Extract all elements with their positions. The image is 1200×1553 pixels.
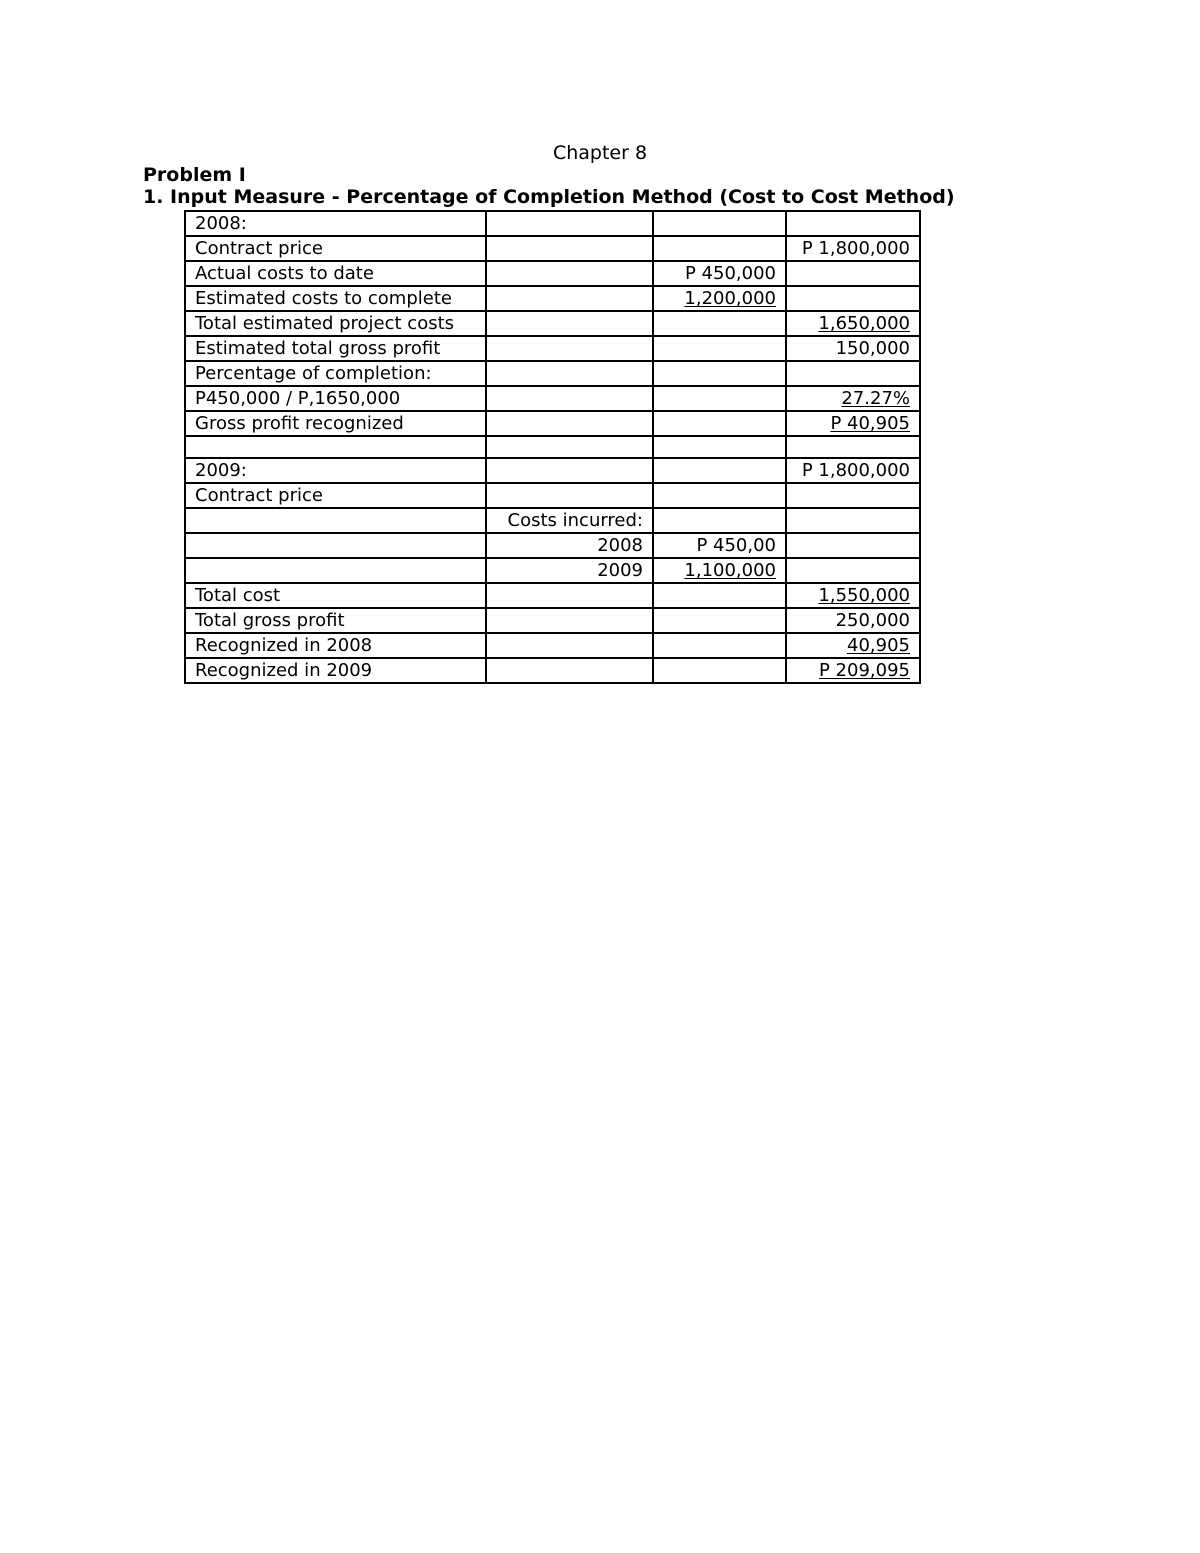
table-row <box>185 261 920 286</box>
table-cell <box>653 483 786 508</box>
table-row <box>185 458 920 483</box>
table-row <box>185 508 920 533</box>
row-label: Contract price <box>185 483 486 508</box>
table-row <box>185 286 920 311</box>
table-cell <box>653 211 786 236</box>
amount-cell: P 450,00 <box>653 533 786 558</box>
amount-cell <box>653 558 786 583</box>
amount-cell <box>786 386 920 411</box>
table-row <box>185 336 920 361</box>
table-cell <box>486 211 653 236</box>
table-cell <box>653 458 786 483</box>
underlined-amount: 1,100,000 <box>684 560 776 581</box>
table-row <box>185 633 920 658</box>
table-cell <box>786 483 920 508</box>
amount-cell <box>786 583 920 608</box>
table-cell <box>486 386 653 411</box>
row-label: P450,000 / P,1650,000 <box>185 386 486 411</box>
table-cell <box>653 411 786 436</box>
row-label: Percentage of completion: <box>185 361 486 386</box>
table-cell <box>653 361 786 386</box>
underlined-amount: 27.27% <box>841 388 910 409</box>
table-row <box>185 236 920 261</box>
table-cell <box>486 583 653 608</box>
table-cell <box>185 558 486 583</box>
table-cell <box>486 436 653 458</box>
row-label: Estimated total gross profit <box>185 336 486 361</box>
amount-cell: P 1,800,000 <box>786 458 920 483</box>
underlined-amount: 40,905 <box>847 635 910 656</box>
table-row <box>185 311 920 336</box>
table-cell <box>786 436 920 458</box>
row-label: Actual costs to date <box>185 261 486 286</box>
table-row <box>185 411 920 436</box>
table-row <box>185 483 920 508</box>
table-cell <box>653 386 786 411</box>
table-row <box>185 533 920 558</box>
table-cell <box>786 533 920 558</box>
amount-cell <box>786 633 920 658</box>
table-row <box>185 361 920 386</box>
table-cell <box>653 583 786 608</box>
year-cell: 2009 <box>486 558 653 583</box>
table-cell <box>786 508 920 533</box>
row-label: Recognized in 2009 <box>185 658 486 683</box>
table-cell <box>486 483 653 508</box>
row-label: Total estimated project costs <box>185 311 486 336</box>
row-label: 2009: <box>185 458 486 483</box>
table-cell <box>486 608 653 633</box>
chapter-title: Chapter 8 <box>552 142 648 164</box>
table-cell <box>486 336 653 361</box>
table-row <box>185 608 920 633</box>
amount-cell <box>786 311 920 336</box>
table-cell <box>653 508 786 533</box>
underlined-amount: P 209,095 <box>818 660 910 681</box>
table-row <box>185 211 920 236</box>
table-row <box>185 583 920 608</box>
table-cell <box>486 458 653 483</box>
table-cell <box>786 286 920 311</box>
amount-cell <box>786 411 920 436</box>
table-cell <box>653 658 786 683</box>
table-cell <box>786 361 920 386</box>
underlined-amount: 1,650,000 <box>818 313 910 334</box>
computation-table <box>184 210 921 684</box>
table-cell <box>653 436 786 458</box>
underlined-amount: 1,200,000 <box>684 288 776 309</box>
table-cell <box>185 508 486 533</box>
table-cell <box>486 286 653 311</box>
row-label: Contract price <box>185 236 486 261</box>
table-cell <box>786 211 920 236</box>
amount-cell: 250,000 <box>786 608 920 633</box>
table-row <box>185 436 920 458</box>
row-label: Estimated costs to complete <box>185 286 486 311</box>
table-cell <box>786 558 920 583</box>
row-label: Total cost <box>185 583 486 608</box>
table-cell <box>185 533 486 558</box>
table-cell <box>653 633 786 658</box>
table-row <box>185 658 920 683</box>
subheading-cell: Costs incurred: <box>486 508 653 533</box>
row-label: 2008: <box>185 211 486 236</box>
table-cell <box>486 411 653 436</box>
table-cell <box>486 236 653 261</box>
amount-cell: 150,000 <box>786 336 920 361</box>
amount-cell <box>786 658 920 683</box>
table-cell <box>653 236 786 261</box>
table-cell <box>653 336 786 361</box>
amount-cell: P 450,000 <box>653 261 786 286</box>
row-label: Gross profit recognized <box>185 411 486 436</box>
row-label: Total gross profit <box>185 608 486 633</box>
row-label: Recognized in 2008 <box>185 633 486 658</box>
underlined-amount: 1,550,000 <box>818 585 910 606</box>
table-cell <box>653 608 786 633</box>
problem-heading: Problem I <box>143 164 246 186</box>
amount-cell: P 1,800,000 <box>786 236 920 261</box>
table-cell <box>486 361 653 386</box>
table-cell <box>486 658 653 683</box>
table-cell <box>653 311 786 336</box>
table-cell <box>185 436 486 458</box>
table-cell <box>486 633 653 658</box>
table-cell <box>786 261 920 286</box>
year-cell: 2008 <box>486 533 653 558</box>
table-row <box>185 558 920 583</box>
table-row <box>185 386 920 411</box>
underlined-amount: P 40,905 <box>830 413 910 434</box>
method-heading: 1. Input Measure - Percentage of Completion Method (Cost to Cost Method) <box>143 186 955 208</box>
amount-cell <box>653 286 786 311</box>
table-cell <box>486 261 653 286</box>
table-cell <box>486 311 653 336</box>
